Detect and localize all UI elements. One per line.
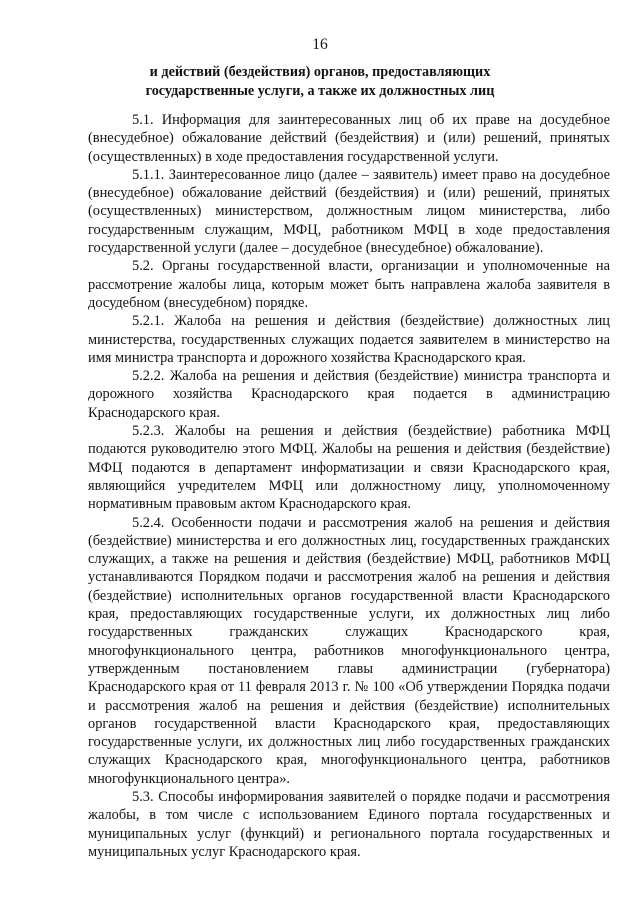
paragraph-5-3: 5.3. Способы информирования заявителей о порядке подачи и рассмотрения жалобы, в том числе с использованием Единого портала государственных и муниципальных услуг (функций) и регионального портала государственных и муниципальных услуг Краснодарского края.: [88, 788, 610, 860]
section-heading-line-2: государственные услуги, а также их должностных лиц: [145, 83, 495, 99]
section-heading-line-1: и действий (бездействия) органов, предоставляющих: [149, 64, 491, 80]
page-number: 16: [312, 36, 328, 53]
section-heading: [88, 63, 552, 101]
paragraph-5-2-3: 5.2.3. Жалобы на решения и действия (бездействие) работника МФЦ подаются руководителю этого МФЦ. Жалобы на решения и действия (бездействие) МФЦ подаются в департамент информатизации и связи Краснодарского края, являющийся учредителем МФЦ или должностному лицу, уполномоченному нормативным правовым актом Краснодарского края.: [88, 423, 610, 513]
document-body: [88, 111, 610, 861]
paragraph-5-2-4: 5.2.4. Особенности подачи и рассмотрения жалоб на решения и действия (бездействие) министерства и его должностных лиц, государственных гражданских служащих, а также на решения и действия (бездействие) МФЦ, работников МФЦ устанавливаются Порядком подачи и рассмотрения жалоб на решения и действия (бездействие) исполнительных органов государственной власти Краснодарского края, предоставляющих государственные услуги, их должностных лиц либо государственных гражданских служащих Краснодарского края, многофункционального центра, работников многофункционального центра, утвержденным постановлением главы администрации (губернатора) Краснодарского края от 11 февраля 2013 г. № 100 «Об утверждении Порядка подачи и рассмотрения жалоб на решения и действия (бездействие) исполнительных органов государственной власти Краснодарского края, предоставляющих государственные услуги, их должностных лиц либо государственных гражданских служащих Краснодарского края, многофункционального центра, работников многофункционального центра».: [88, 514, 610, 787]
paragraph-5-1: 5.1. Информация для заинтересованных лиц об их праве на досудебное (внесудебное) обжалование действий (бездействия) и (или) решений, принятых (осуществленных) в ходе предоставления государственной услуги.: [88, 112, 610, 165]
paragraph-5-2-2: 5.2.2. Жалоба на решения и действия (бездействие) министра транспорта и дорожного хозяйства Краснодарского края подается в администрацию Краснодарского края.: [88, 368, 610, 421]
paragraph-5-2: 5.2. Органы государственной власти, организации и уполномоченные на рассмотрение жалобы лица, которым может быть направлена жалоба заявителя в досудебном (внесудебном) порядке.: [88, 258, 610, 311]
paragraph-5-1-1: 5.1.1. Заинтересованное лицо (далее – заявитель) имеет право на досудебное (внесудебное) обжалование действий (бездействия) и (или) решений, принятых (осуществленных) министерством, должностным лицом министерства, либо государственным служащим, МФЦ, работником МФЦ в ходе предоставления государственной услуги (далее – досудебное (внесудебное) обжалование).: [88, 166, 610, 257]
paragraph-5-2-1: 5.2.1. Жалоба на решения и действия (бездействие) должностных лиц министерства, государственных служащих подается заявителем в министерство на имя министра транспорта и дорожного хозяйства Краснодарского края.: [88, 313, 610, 366]
